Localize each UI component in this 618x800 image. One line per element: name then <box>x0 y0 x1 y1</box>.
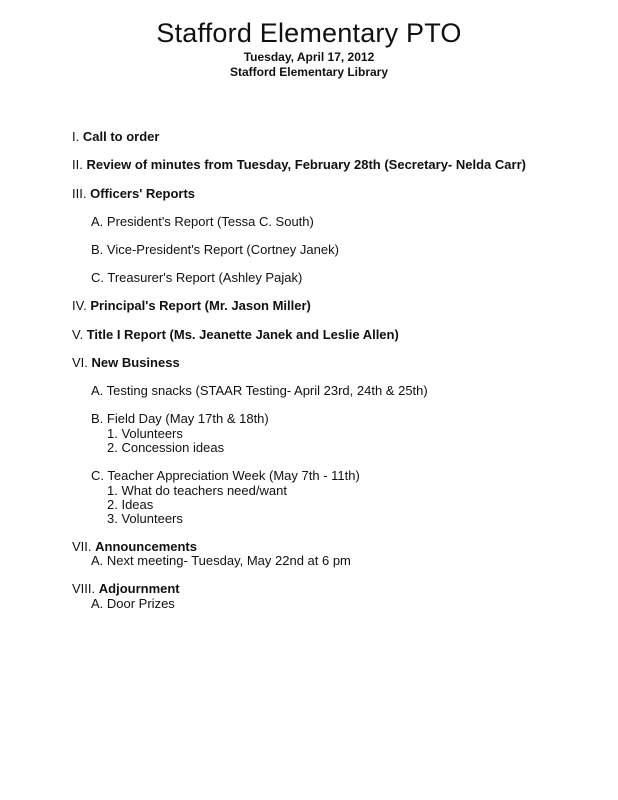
agenda-item-principals-report <box>72 298 311 313</box>
sub-item-teacher-appreciation: C. Teacher Appreciation Week (May 7th - 11th) <box>91 468 360 483</box>
item-heading: Announcements <box>95 539 197 554</box>
sub-sub-item-volunteers: 3. Volunteers <box>107 511 183 526</box>
item-heading: Officers' Reports <box>90 186 196 201</box>
item-number: II. <box>72 157 83 172</box>
item-number: VIII. <box>72 581 96 596</box>
item-number: I. <box>72 129 80 144</box>
sub-item-vice-presidents-report: B. Vice-President's Report (Cortney Janek) <box>91 242 339 257</box>
item-number: VII. <box>72 539 92 554</box>
page-title: Stafford Elementary PTO <box>156 18 462 48</box>
sub-sub-item-ideas: 2. Ideas <box>107 497 154 512</box>
item-heading: Adjournment <box>98 581 180 596</box>
item-number: V. <box>72 327 84 342</box>
item-number: IV. <box>72 298 87 313</box>
item-heading: Call to order <box>82 129 160 144</box>
sub-sub-item-volunteers: 1. Volunteers <box>107 426 183 441</box>
sub-sub-item-teacher-needs: 1. What do teachers need/want <box>107 483 287 498</box>
meeting-location: Stafford Elementary Library <box>229 65 389 79</box>
item-heading: Review of minutes from Tuesday, February 28th (Secretary- Nelda Carr) <box>86 157 526 172</box>
item-heading: Title I Report (Ms. Jeanette Janek and Leslie Allen) <box>86 327 399 342</box>
sub-item-next-meeting: A. Next meeting- Tuesday, May 22nd at 6 pm <box>91 553 351 568</box>
meeting-date: Tuesday, April 17, 2012 <box>243 50 375 64</box>
item-number: III. <box>72 186 87 201</box>
sub-item-testing-snacks: A. Testing snacks (STAAR Testing- April 23rd, 24th & 25th) <box>91 383 428 398</box>
item-number: VI. <box>72 355 88 370</box>
agenda-item-officers-reports <box>72 186 195 201</box>
item-heading: New Business <box>91 355 180 370</box>
item-heading: Principal's Report (Mr. Jason Miller) <box>90 298 311 313</box>
agenda-item-adjournment <box>72 581 180 596</box>
agenda-item-title-i-report <box>72 327 399 342</box>
agenda-item-call-to-order <box>72 129 159 144</box>
agenda-item-announcements <box>72 539 197 554</box>
agenda-item-new-business <box>72 355 180 370</box>
agenda-item-review-minutes <box>72 157 526 172</box>
sub-sub-item-concession-ideas: 2. Concession ideas <box>107 440 225 455</box>
sub-item-presidents-report: A. President's Report (Tessa C. South) <box>91 214 314 229</box>
sub-item-treasurers-report: C. Treasurer's Report (Ashley Pajak) <box>91 270 303 285</box>
sub-item-door-prizes: A. Door Prizes <box>91 596 175 611</box>
sub-item-field-day: B. Field Day (May 17th & 18th) <box>91 411 269 426</box>
